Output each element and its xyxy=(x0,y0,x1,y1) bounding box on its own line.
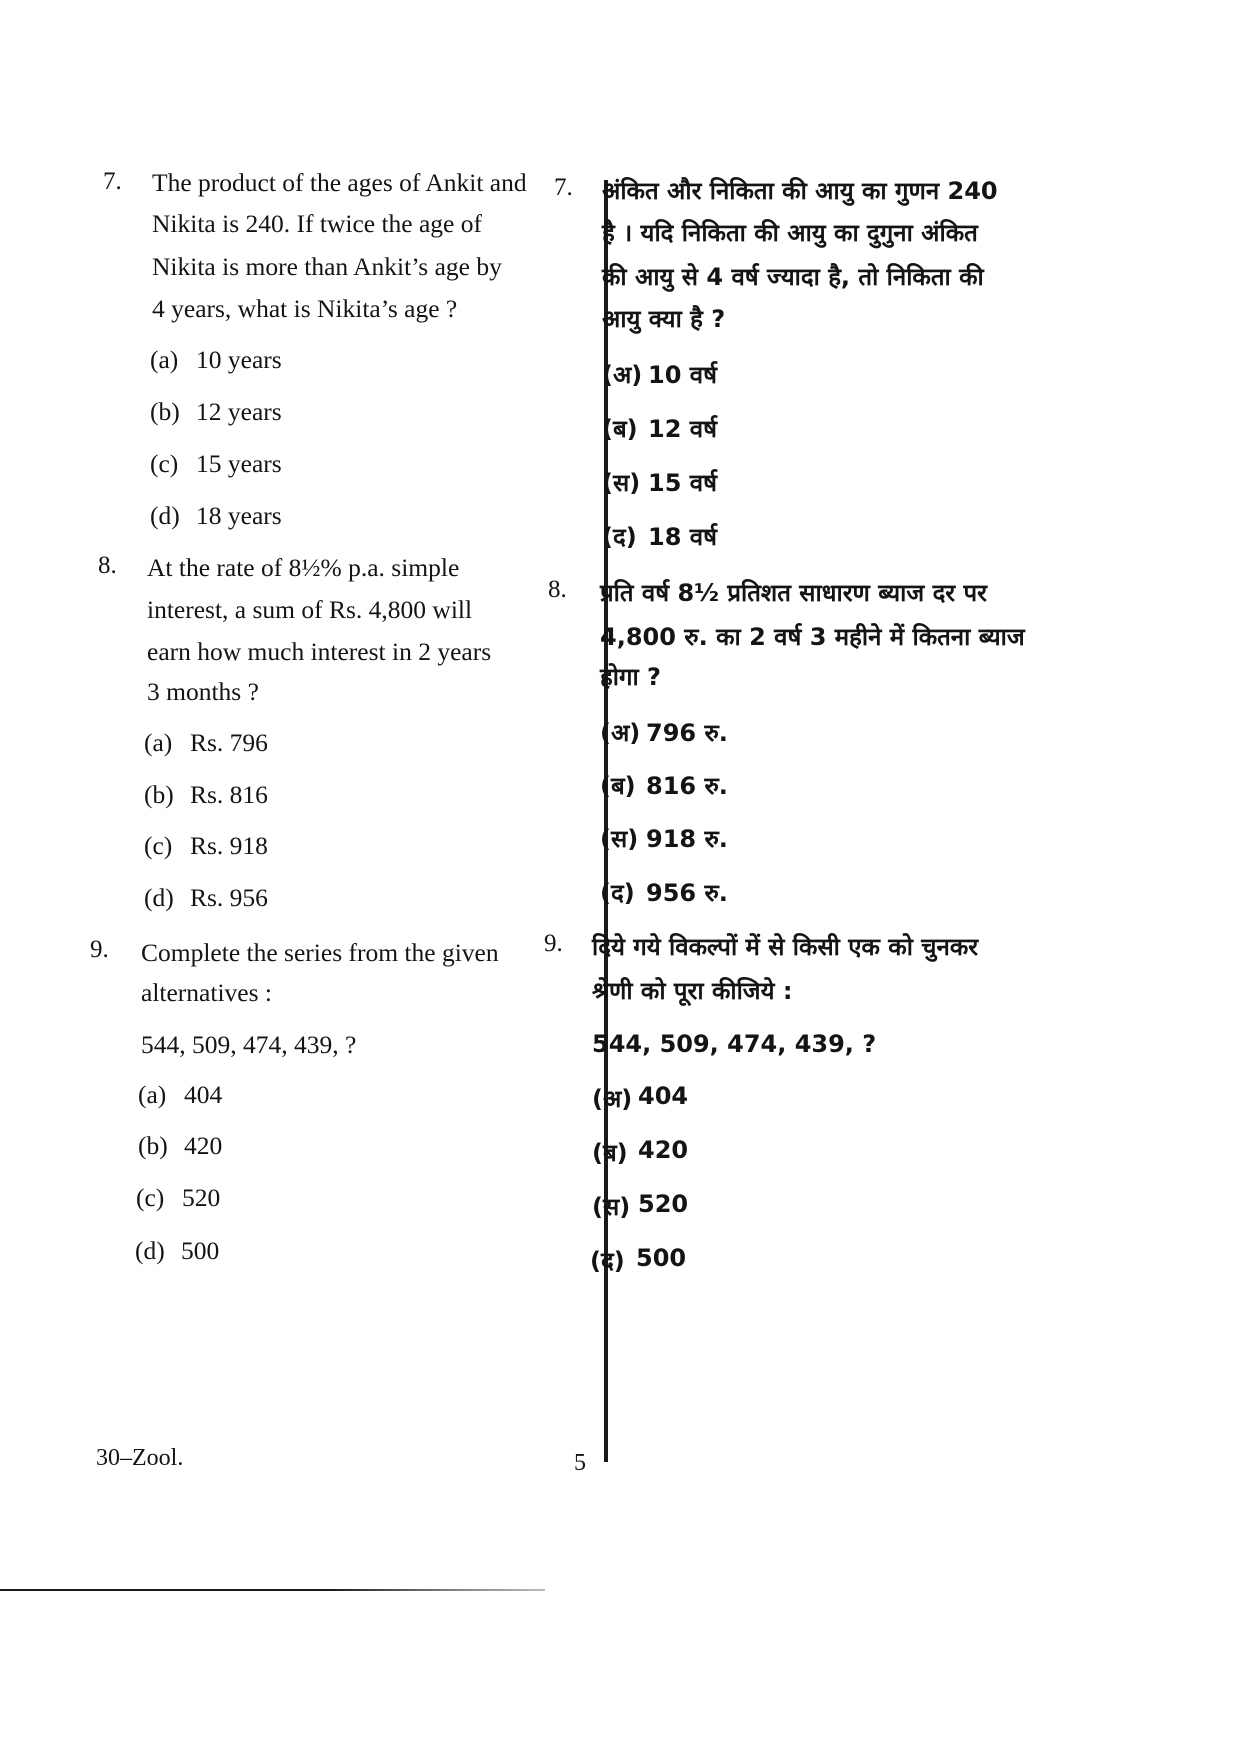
paper-code: 30–Zool. xyxy=(96,1445,184,1471)
option-text: 956 रु. xyxy=(646,879,728,907)
option-text: 18 years xyxy=(196,501,282,530)
option-text: 420 xyxy=(638,1136,689,1164)
option-text: Rs. 956 xyxy=(190,883,268,912)
question-line: होगा ? xyxy=(600,663,661,691)
bottom-rule xyxy=(0,1589,545,1591)
option-text: 404 xyxy=(184,1080,223,1109)
question-line: 4 years, what is Nikita’s age ? xyxy=(152,294,458,323)
option-label: (स) xyxy=(592,1193,631,1221)
question-line: alternatives : xyxy=(141,978,272,1007)
option-label: (ब) xyxy=(600,772,636,800)
question-number: 9. xyxy=(90,936,109,963)
option-text: Rs. 816 xyxy=(190,780,268,809)
question-line: की आयु से 4 वर्ष ज्यादा है, तो निकिता की xyxy=(602,263,984,291)
option-text: 12 वर्ष xyxy=(648,415,717,443)
option-label: (अ) xyxy=(602,361,643,389)
option-text: 520 xyxy=(638,1190,689,1218)
question-number: 9. xyxy=(544,930,563,957)
option-label: (ब) xyxy=(602,415,638,443)
option-label: (d) xyxy=(144,883,174,912)
option-text: 15 वर्ष xyxy=(648,469,717,497)
question-line: Nikita is more than Ankit’s age by xyxy=(152,252,502,281)
option-text: 816 रु. xyxy=(646,772,728,800)
option-text: 10 years xyxy=(196,345,282,374)
option-text: 12 years xyxy=(196,397,282,426)
question-line: 4,800 रु. का 2 वर्ष 3 महीने में कितना ब्याज xyxy=(600,623,1025,651)
option-text: 796 रु. xyxy=(646,719,728,747)
option-label: (अ) xyxy=(600,719,641,747)
question-line: Complete the series from the given xyxy=(141,938,499,967)
question-number: 7. xyxy=(554,174,573,201)
option-text: Rs. 918 xyxy=(190,831,268,860)
option-label: (a) xyxy=(144,728,173,757)
series-line: 544, 509, 474, 439, ? xyxy=(141,1030,357,1059)
option-text: 15 years xyxy=(196,449,282,478)
option-text: 18 वर्ष xyxy=(648,523,717,551)
option-label: (a) xyxy=(150,345,179,374)
option-text: 500 xyxy=(181,1236,220,1265)
option-text: 10 वर्ष xyxy=(648,361,717,389)
question-line: दिये गये विकल्पों में से किसी एक को चुनकर xyxy=(592,933,979,961)
question-line: The product of the ages of Ankit and xyxy=(152,168,527,197)
option-label: (a) xyxy=(138,1080,167,1109)
question-line: अंकित और निकिता की आयु का गुणन 240 xyxy=(602,177,998,205)
option-label: (स) xyxy=(602,469,641,497)
option-label: (द) xyxy=(602,523,637,551)
question-line: 3 months ? xyxy=(147,677,259,706)
option-label: (c) xyxy=(136,1183,165,1212)
question-line: At the rate of 8½% p.a. simple xyxy=(147,553,460,582)
question-line: है । यदि निकिता की आयु का दुगुना अंकित xyxy=(602,219,978,247)
question-line: Nikita is 240. If twice the age of xyxy=(152,209,482,238)
option-label: (b) xyxy=(138,1131,168,1160)
option-label: (c) xyxy=(150,449,179,478)
option-label: (अ) xyxy=(592,1085,633,1113)
option-text: 520 xyxy=(182,1183,221,1212)
option-label: (b) xyxy=(144,780,174,809)
option-label: (c) xyxy=(144,831,173,860)
question-line: प्रति वर्ष 8½ प्रतिशत साधारण ब्याज दर पर xyxy=(600,579,987,607)
option-label: (b) xyxy=(150,397,180,426)
option-label: (ब) xyxy=(592,1139,628,1167)
question-number: 7. xyxy=(103,168,122,195)
question-number: 8. xyxy=(98,552,117,579)
option-text: 420 xyxy=(184,1131,223,1160)
option-label: (d) xyxy=(150,501,180,530)
option-text: 918 रु. xyxy=(646,825,728,853)
option-label: (d) xyxy=(135,1236,165,1265)
option-label: (द) xyxy=(600,879,635,907)
question-line: श्रेणी को पूरा कीजिये : xyxy=(592,977,793,1005)
question-number: 8. xyxy=(548,576,567,603)
question-line: आयु क्या है ? xyxy=(602,305,726,333)
option-label: (स) xyxy=(600,825,639,853)
page-number: 5 xyxy=(574,1450,586,1476)
option-label: (द) xyxy=(590,1247,625,1275)
option-text: Rs. 796 xyxy=(190,728,268,757)
series-line: 544, 509, 474, 439, ? xyxy=(592,1030,877,1058)
option-text: 404 xyxy=(638,1082,689,1110)
question-line: interest, a sum of Rs. 4,800 will xyxy=(147,595,473,624)
question-line: earn how much interest in 2 years xyxy=(147,637,492,666)
option-text: 500 xyxy=(636,1244,687,1272)
